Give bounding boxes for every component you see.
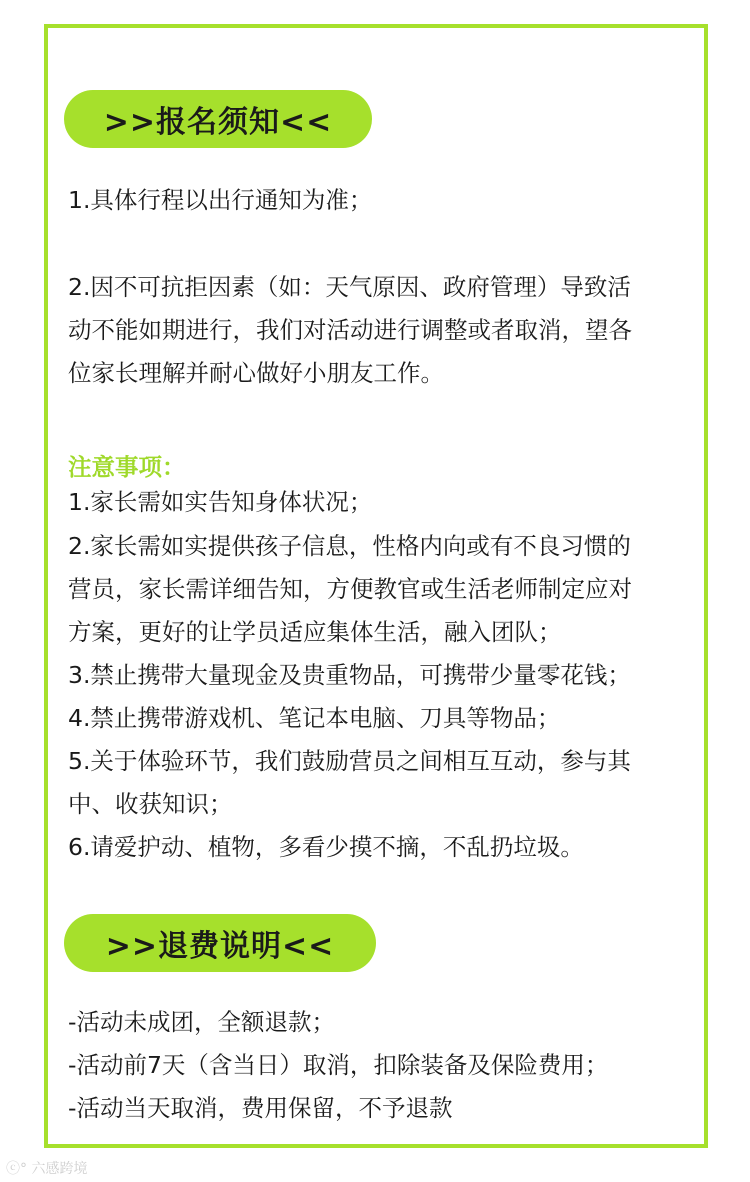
section-title: >>报名须知<<: [103, 105, 333, 140]
watermark: ⓒ° 六感跨境: [6, 1161, 88, 1177]
text-line: -活动当天取消，费用保留，不予退款: [68, 1094, 453, 1122]
section-header-registration: [64, 90, 372, 148]
text-line: 2.因不可抗拒因素（如：天气原因、政府管理）导致活: [68, 273, 631, 301]
text-line: 4.禁止携带游戏机、笔记本电脑、刀具等物品；: [68, 704, 561, 732]
text-line: 营员，家长需详细告知，方便教官或生活老师制定应对: [68, 575, 632, 603]
text-line: 位家长理解并耐心做好小朋友工作。: [68, 359, 444, 387]
section-title: >>退费说明<<: [105, 929, 335, 964]
text-line: 2.家长需如实提供孩子信息，性格内向或有不良习惯的: [68, 532, 631, 560]
text-line: 动不能如期进行，我们对活动进行调整或者取消，望各: [68, 316, 632, 344]
text-line: -活动前7天（含当日）取消，扣除装备及保险费用；: [68, 1051, 609, 1079]
notes-heading: 注意事项：: [68, 453, 186, 481]
text-line: 6.请爱护动、植物，多看少摸不摘，不乱扔垃圾。: [68, 833, 584, 861]
text-line: 方案，更好的让学员适应集体生活，融入团队；: [68, 618, 562, 646]
text-line: 3.禁止携带大量现金及贵重物品，可携带少量零花钱；: [68, 661, 631, 689]
text-line: 1.具体行程以出行通知为准；: [68, 186, 373, 214]
section-header-refund: [64, 914, 376, 972]
text-line: -活动未成团，全额退款；: [68, 1008, 335, 1036]
text-line: 1.家长需如实告知身体状况；: [68, 488, 373, 516]
text-line: 中、收获知识；: [68, 790, 233, 818]
text-line: 5.关于体验环节，我们鼓励营员之间相互互动，参与其: [68, 747, 631, 775]
